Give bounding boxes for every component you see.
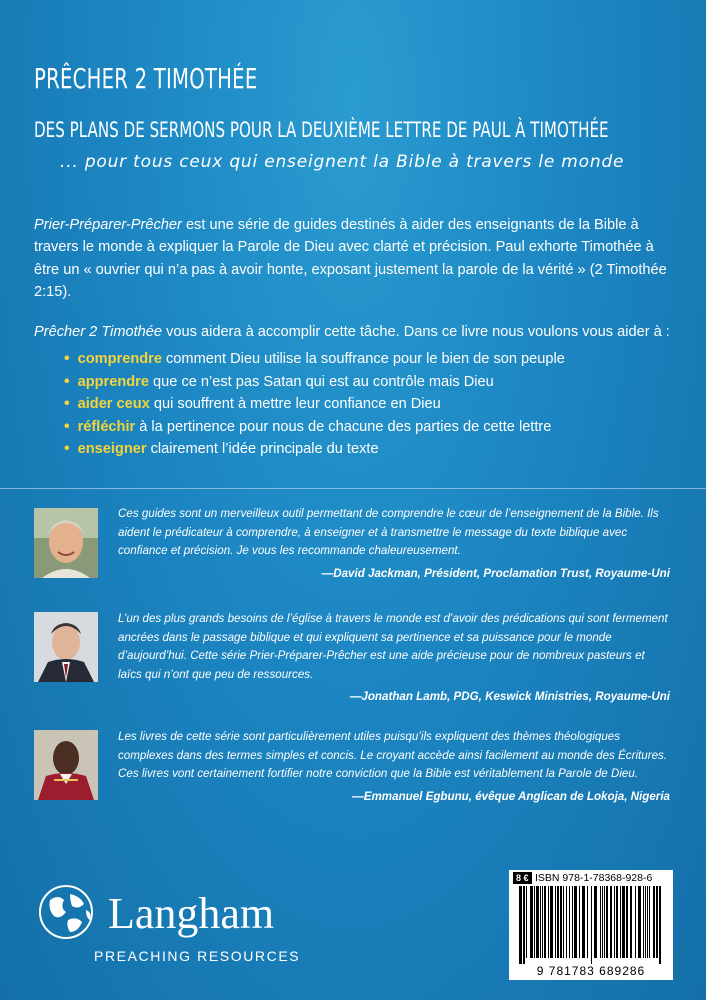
endorsement-quote (118, 728, 670, 806)
barcode-bar (555, 886, 556, 958)
goal-keyword: aider ceux (77, 396, 150, 413)
list-item (64, 348, 565, 371)
barcode-bar (574, 886, 577, 958)
barcode-bar (656, 886, 658, 958)
barcode-digits: 9 781783 689286 (536, 964, 646, 978)
barcode-bar (540, 886, 541, 958)
price-badge: 8 € (513, 872, 532, 884)
purpose-paragraph (34, 321, 674, 343)
bullet-icon: • (64, 417, 70, 435)
barcode-bar (534, 886, 535, 958)
goal-text: comment Dieu utilise la souffrance pour le bien de son peuple (161, 351, 565, 367)
barcode-bar (647, 886, 648, 958)
bullet-icon: • (64, 372, 70, 390)
barcode-bar (557, 886, 559, 958)
barcode-bar (572, 886, 573, 958)
quote-text: Les livres de cette série sont particulièrement utiles puisqu’ils expliquent des thèmes théologiques complexes dans des termes simples et concis. Le croyant accède ainsi facilement au monde des Écritures. Ces livres vont certainement fortifier notre conviction que la Bible est véritablement la Parole de Dieu. (118, 730, 668, 781)
list-item (64, 393, 565, 416)
endorser-photo-lamb (34, 612, 98, 682)
barcode-bar (548, 886, 549, 958)
book-subtitle: DES PLANS DE SERMONS POUR LA DEUXIÈME LETTRE DE PAUL À TIMOTHÉE (34, 118, 609, 142)
isbn-label: ISBN 978-1-78368-928-6 (535, 872, 653, 884)
goals-list (64, 348, 565, 461)
langham-logo (36, 880, 336, 970)
endorsement-quote (118, 505, 670, 583)
goal-text: à la pertinence pour nous de chacune des parties de cette lettre (135, 418, 552, 435)
quote-text: L’un des plus grands besoins de l’église à travers le monde est d’avoir des prédications qui sont fermement ancrées dans le passage biblique et qui expliquent sa pertinence et sa puissance pour le monde d’aujourd’hui. Cette série Prier-Préparer-Prêcher est une aide précieuse pour de nombreux pasteurs et laïcs qui n’ont que peu de ressources. (118, 612, 668, 681)
barcode-bar (659, 886, 661, 964)
barcode-bar (594, 886, 597, 958)
goal-text: que ce n’est pas Satan qui est au contrôle mais Dieu (148, 373, 494, 390)
barcode (513, 886, 669, 964)
barcode-bar (635, 886, 636, 958)
endorser-photo-egbunu (34, 730, 98, 800)
intro-paragraph (34, 214, 674, 304)
barcode-bar (614, 886, 615, 958)
barcode-bar (653, 886, 655, 958)
goal-text: clairement l’idée principale du texte (146, 441, 379, 458)
barcode-bar (630, 886, 632, 958)
barcode-bar (616, 886, 618, 958)
barcode-bar (604, 886, 605, 958)
barcode-bar (582, 886, 585, 958)
barcode-bar (591, 886, 592, 964)
barcode-bar (536, 886, 539, 958)
isbn-barcode (509, 870, 673, 980)
barcode-bar (643, 886, 644, 958)
section-divider (0, 488, 706, 489)
bullet-icon: • (64, 395, 70, 413)
barcode-bar (544, 886, 546, 958)
barcode-bar (530, 886, 533, 958)
barcode-bar (620, 886, 621, 958)
quote-attribution: —David Jackman, Président, Proclamation Trust, Royaume-Uni (321, 566, 670, 580)
bullet-icon: • (64, 440, 70, 458)
endorser-photo-jackman (34, 508, 98, 578)
globe-icon (36, 880, 100, 944)
barcode-bar (542, 886, 543, 958)
barcode-bar (566, 886, 567, 958)
tagline: ... pour tous ceux qui enseignent la Bible à travers le monde (60, 152, 625, 172)
publisher-name: Langham (108, 889, 275, 938)
barcode-bar (563, 886, 564, 958)
barcode-bar (610, 886, 612, 958)
series-name: Prier-Préparer-Prêcher (34, 217, 182, 233)
barcode-bar (587, 886, 588, 958)
barcode-bar (523, 886, 525, 964)
barcode-bar (560, 886, 562, 958)
purpose-text: vous aidera à accomplir cette tâche. Dans ce livre nous voulons vous aider à : (162, 324, 670, 340)
book-title-italic: Prêcher 2 Timothée (34, 324, 163, 340)
barcode-bar (602, 886, 603, 958)
quote-attribution: —Jonathan Lamb, PDG, Keswick Ministries, Royaume-Uni (349, 690, 670, 704)
bullet-icon: • (64, 350, 70, 367)
goal-keyword: apprendre (77, 373, 149, 390)
barcode-bar (645, 886, 646, 958)
list-item (64, 438, 565, 461)
quote-attribution: —Emmanuel Egbunu, évêque Anglican de Lokoja, Nigeria (352, 789, 670, 803)
goal-keyword: enseigner (77, 441, 147, 458)
barcode-bar (579, 886, 580, 958)
barcode-bar (622, 886, 625, 958)
book-title: PRÊCHER 2 TIMOTHÉE (34, 62, 258, 95)
intro-text: est une série de guides destinés à aider des enseignants de la Bible à travers le monde à expliquer la Parole de Dieu avec clarté et précision. Paul exhorte Timothée à être un « ouvrier qui n’a pas à avoir honte, exposant justement la parole de la vérité » (2 Timothée 2:15). (34, 217, 667, 301)
barcode-bar (626, 886, 628, 958)
barcode-bar (649, 886, 650, 958)
barcode-bar (606, 886, 608, 958)
barcode-bar (569, 886, 570, 958)
goal-keyword: réfléchir (77, 418, 136, 435)
endorsement-quote (118, 610, 670, 707)
barcode-bar (550, 886, 553, 958)
goal-keyword: comprendre (77, 351, 162, 367)
publisher-sub: PREACHING RESOURCES (94, 948, 301, 964)
barcode-bar (519, 886, 522, 964)
list-item (64, 416, 565, 439)
barcode-bar (638, 886, 641, 958)
quote-text: Ces guides sont un merveilleux outil permettant de comprendre le cœur de l’enseignement de la Bible. Ils aident le prédicateur à comprendre, à enseigner et à transmettre le message du texte biblique avec confiance et précision. Je vous les recommande chaleureusement. (118, 507, 659, 558)
barcode-bar (526, 886, 527, 958)
barcode-bar (600, 886, 601, 958)
list-item (64, 371, 565, 394)
goal-text: qui souffrent à mettre leur confiance en Dieu (149, 396, 441, 413)
